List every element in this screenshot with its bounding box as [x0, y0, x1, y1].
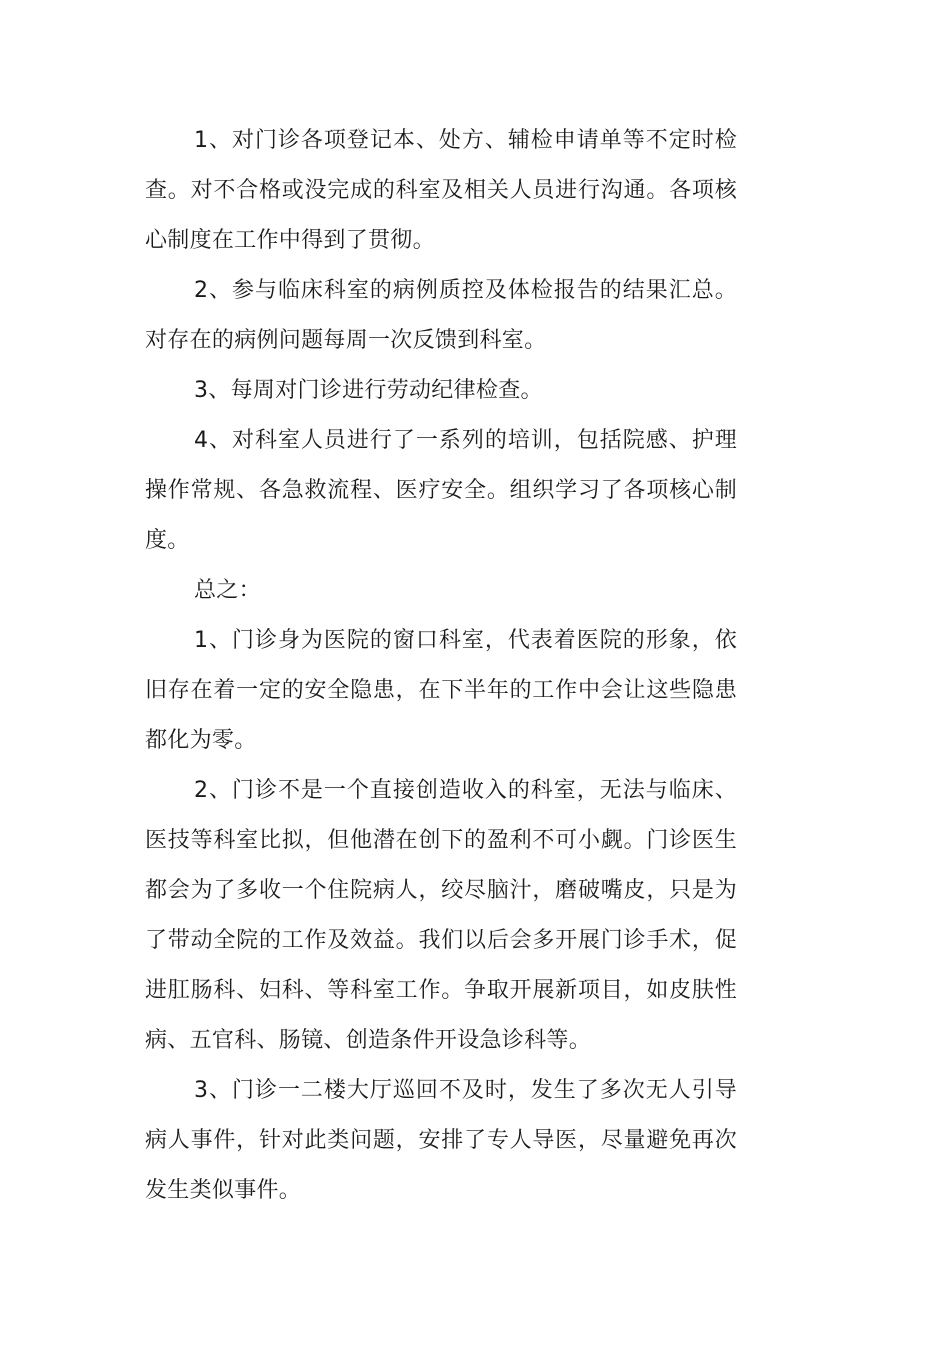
- paragraph-revenue-work: 2、门诊不是一个直接创造收入的科室，无法与临床、医技等科室比拟，但他潜在创下的盈利不可小觑。门诊医生都会为了多收一个住院病人，绞尽脑汁，磨破嘴皮，只是为了带动全院的工作及效益。我们以后会多开展门诊手术，促进肛肠科、妇科、等科室工作。争取开展新项目，如皮肤性病、五官科、肠镜、创造条件开设急诊科等。: [145, 778, 737, 1053]
- paragraph-lobby-patrol: 3、门诊一二楼大厅巡回不及时，发生了多次无人引导病人事件，针对此类问题，安排了专人导医，尽量避免再次发生类似事件。: [145, 1078, 737, 1203]
- document-body: [145, 116, 737, 1216]
- paragraph-summary-heading: 总之：: [194, 578, 261, 603]
- paragraph-quality-control: 2、参与临床科室的病例质控及体检报告的结果汇总。对存在的病例问题每周一次反馈到科室。: [145, 278, 737, 353]
- paragraph-discipline-check: 3、每周对门诊进行劳动纪律检查。: [194, 378, 543, 403]
- paragraph-safety-hazards: 1、门诊身为医院的窗口科室，代表着医院的形象，依旧存在着一定的安全隐患，在下半年的工作中会让这些隐患都化为零。: [145, 628, 737, 753]
- paragraph-staff-training: 4、对科室人员进行了一系列的培训，包括院感、护理操作常规、各急救流程、医疗安全。组织学习了各项核心制度。: [145, 428, 737, 553]
- paragraph-check-records: 1、对门诊各项登记本、处方、辅检申请单等不定时检查。对不合格或没完成的科室及相关人员进行沟通。各项核心制度在工作中得到了贯彻。: [145, 128, 737, 253]
